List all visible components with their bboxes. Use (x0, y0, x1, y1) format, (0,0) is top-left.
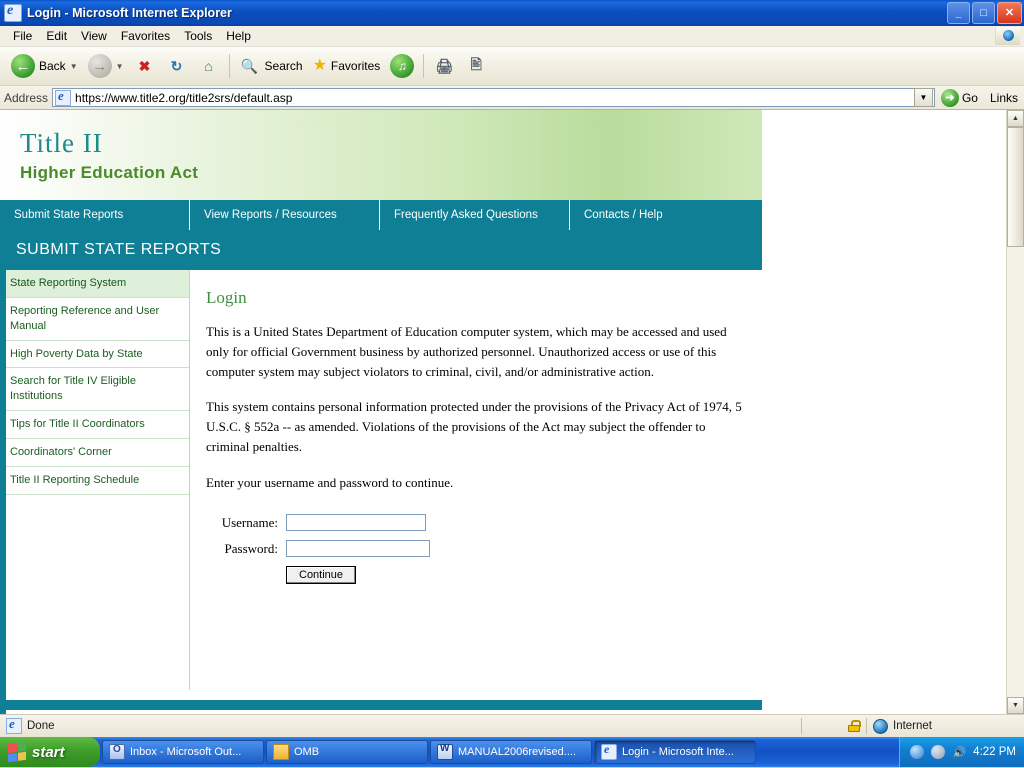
login-form (206, 514, 742, 584)
page-scrollbar[interactable] (1006, 110, 1024, 714)
search-button-label: Search (264, 59, 303, 73)
window-controls (947, 2, 1022, 24)
taskbar (0, 737, 1024, 767)
site-nav (0, 200, 762, 230)
status-message-cell (0, 717, 801, 735)
back-button[interactable] (6, 51, 83, 81)
toolbar-separator-2 (423, 54, 424, 78)
edit-page-icon: 🖹 (470, 56, 482, 72)
password-label: Password: (224, 540, 278, 556)
sidebar-item-coordinators-corner[interactable]: Coordinators' Corner (0, 439, 189, 467)
notice-paragraph-1: This is a United States Department of Education computer system, which may be accessed and used only for official Government business by authorized personnel. Unauthorized access or use of this computer system may subject violators to criminal, civil, and/or administrative action. (206, 324, 727, 379)
page-title: Login (206, 288, 247, 307)
print-button[interactable] (428, 51, 460, 81)
browser-viewport (0, 110, 1024, 714)
ie-document-icon (4, 4, 22, 22)
home-button[interactable] (193, 51, 225, 81)
chevron-down-icon[interactable]: ▼ (69, 61, 78, 71)
sidebar-item-search-title-iv[interactable]: Search for Title IV Eligible Institutions (0, 368, 189, 411)
forward-arrow-icon: → (88, 54, 112, 78)
back-arrow-icon: ← (11, 54, 35, 78)
security-shield-icon[interactable] (910, 745, 924, 759)
sidebar-item-reporting-reference-manual[interactable]: Reporting Reference and User Manual (0, 298, 189, 341)
nav-item-view-reports-resources[interactable]: View Reports / Resources (190, 200, 380, 230)
login-instruction: Enter your username and password to continue. (206, 474, 454, 490)
edit-button[interactable] (460, 51, 492, 81)
taskbar-clock[interactable]: 4:22 PM (973, 746, 1016, 758)
scrollbar-thumb[interactable] (1007, 127, 1024, 247)
start-button-label: start (32, 743, 65, 761)
network-icon[interactable] (931, 745, 945, 759)
taskbar-item-inbox[interactable] (102, 740, 264, 764)
favorites-button-label: Favorites (330, 59, 381, 73)
search-icon: 🔍 (240, 57, 259, 74)
nav-item-contacts-help[interactable]: Contacts / Help (584, 209, 663, 221)
go-arrow-icon: ➔ (941, 89, 959, 107)
window-title: Login - Microsoft Internet Explorer (27, 6, 232, 20)
menu-item-view[interactable]: View (81, 29, 107, 43)
toolbar-separator-1 (229, 54, 230, 78)
taskbar-item-manual-doc-label: MANUAL2006revised.... (458, 746, 576, 758)
home-icon: ⌂ (204, 58, 213, 74)
scroll-down-button[interactable]: ▼ (1007, 697, 1024, 714)
lock-icon (848, 720, 860, 732)
chevron-down-icon-forward[interactable]: ▼ (115, 61, 124, 71)
web-page (0, 110, 1006, 714)
menu-item-tools[interactable]: Tools (184, 29, 213, 43)
taskbar-item-login-ie-label: Login - Microsoft Inte... (622, 746, 734, 758)
username-row (206, 514, 742, 531)
section-title: SUBMIT STATE REPORTS (0, 230, 762, 270)
window-title-bar (0, 0, 1024, 26)
nav-item-faq[interactable]: Frequently Asked Questions (380, 200, 570, 230)
security-cell (802, 717, 866, 735)
refresh-icon: ↻ (170, 57, 183, 74)
go-button[interactable] (935, 89, 984, 107)
nav-item-submit-state-reports[interactable]: Submit State Reports (0, 200, 190, 230)
menu-item-favorites[interactable]: Favorites (120, 29, 171, 43)
banner-subtitle: Higher Education Act (20, 163, 199, 182)
media-button[interactable] (385, 51, 419, 81)
continue-button[interactable]: Continue (286, 566, 356, 584)
links-button[interactable]: Links (989, 90, 1018, 105)
printer-icon: 🖨 (435, 57, 454, 74)
scrollbar-track[interactable] (1007, 247, 1024, 697)
back-button-label: Back (39, 59, 66, 73)
site-footer-bar (0, 700, 762, 710)
banner-title-main: Title (20, 128, 76, 158)
taskbar-item-login-ie[interactable] (594, 740, 756, 764)
ie-brand-logo-icon (995, 27, 1020, 45)
notice-paragraph-2: This system contains personal information protected under the provisions of the Privacy Act of 1974, 5 U.S.C. § 552a -- as amended. Violations of the provisions of the Act may subject the offender to criminal penalties. (206, 399, 742, 454)
star-icon: ★ (312, 57, 327, 74)
sidebar-item-high-poverty-data[interactable]: High Poverty Data by State (0, 341, 189, 369)
username-label: Username: (221, 514, 278, 530)
banner-title (20, 128, 762, 159)
refresh-button[interactable] (161, 51, 193, 81)
page-icon (55, 90, 71, 106)
close-button[interactable]: ✕ (997, 2, 1022, 24)
menu-item-edit[interactable]: Edit (46, 29, 68, 43)
address-bar (0, 86, 1024, 110)
password-row (206, 540, 742, 557)
status-bar (0, 714, 1024, 737)
menu-item-help[interactable]: Help (226, 29, 251, 43)
site-banner (0, 110, 762, 200)
page-status-icon (6, 718, 22, 734)
username-input[interactable] (286, 514, 426, 531)
media-icon: ♫ (390, 54, 414, 78)
status-message: Done (27, 720, 55, 732)
maximize-button[interactable]: □ (972, 2, 995, 24)
globe-icon (873, 719, 888, 734)
taskbar-items (100, 737, 899, 767)
left-accent-rail (0, 110, 6, 714)
word-icon (437, 744, 453, 760)
sidebar-item-state-reporting-system[interactable]: State Reporting System (0, 270, 189, 298)
go-button-label: Go (961, 90, 978, 105)
address-dropdown-button[interactable]: ▼ (914, 88, 933, 107)
site-container (0, 110, 762, 710)
address-input[interactable] (52, 88, 935, 107)
main-content (190, 270, 762, 690)
password-input[interactable] (286, 540, 430, 557)
zone-cell (867, 717, 1024, 735)
sidebar (0, 270, 190, 690)
folder-icon (273, 744, 289, 760)
start-button[interactable] (0, 737, 100, 767)
submit-row (286, 566, 742, 584)
ie-icon (601, 744, 617, 760)
sidebar-item-tips-coordinators[interactable]: Tips for Title II Coordinators (0, 411, 189, 439)
address-label: Address (4, 90, 49, 105)
taskbar-item-omb-label: OMB (294, 746, 320, 758)
banner-title-roman: II (82, 128, 103, 158)
search-button[interactable] (234, 51, 308, 81)
address-url-text[interactable]: https://www.title2.org/title2srs/default.asp (75, 90, 293, 105)
page-body (0, 270, 762, 690)
scroll-up-button[interactable]: ▲ (1007, 110, 1024, 127)
stop-icon: ✖ (138, 57, 151, 74)
taskbar-item-manual-doc[interactable] (430, 740, 592, 764)
minimize-button[interactable]: _ (947, 2, 970, 24)
taskbar-item-omb[interactable] (266, 740, 428, 764)
system-tray (899, 737, 1024, 767)
stop-button[interactable] (129, 51, 161, 81)
volume-icon[interactable]: 🔊 (952, 746, 967, 759)
favorites-button[interactable] (308, 51, 386, 81)
zone-label: Internet (893, 720, 932, 732)
sidebar-item-reporting-schedule[interactable]: Title II Reporting Schedule (0, 467, 189, 495)
browser-toolbar (0, 47, 1024, 86)
outlook-icon (109, 744, 125, 760)
menu-bar (0, 26, 1024, 47)
forward-button[interactable] (83, 51, 129, 81)
taskbar-item-inbox-label: Inbox - Microsoft Out... (130, 746, 242, 758)
windows-flag-icon (8, 742, 26, 763)
menu-item-file[interactable]: File (13, 29, 33, 43)
